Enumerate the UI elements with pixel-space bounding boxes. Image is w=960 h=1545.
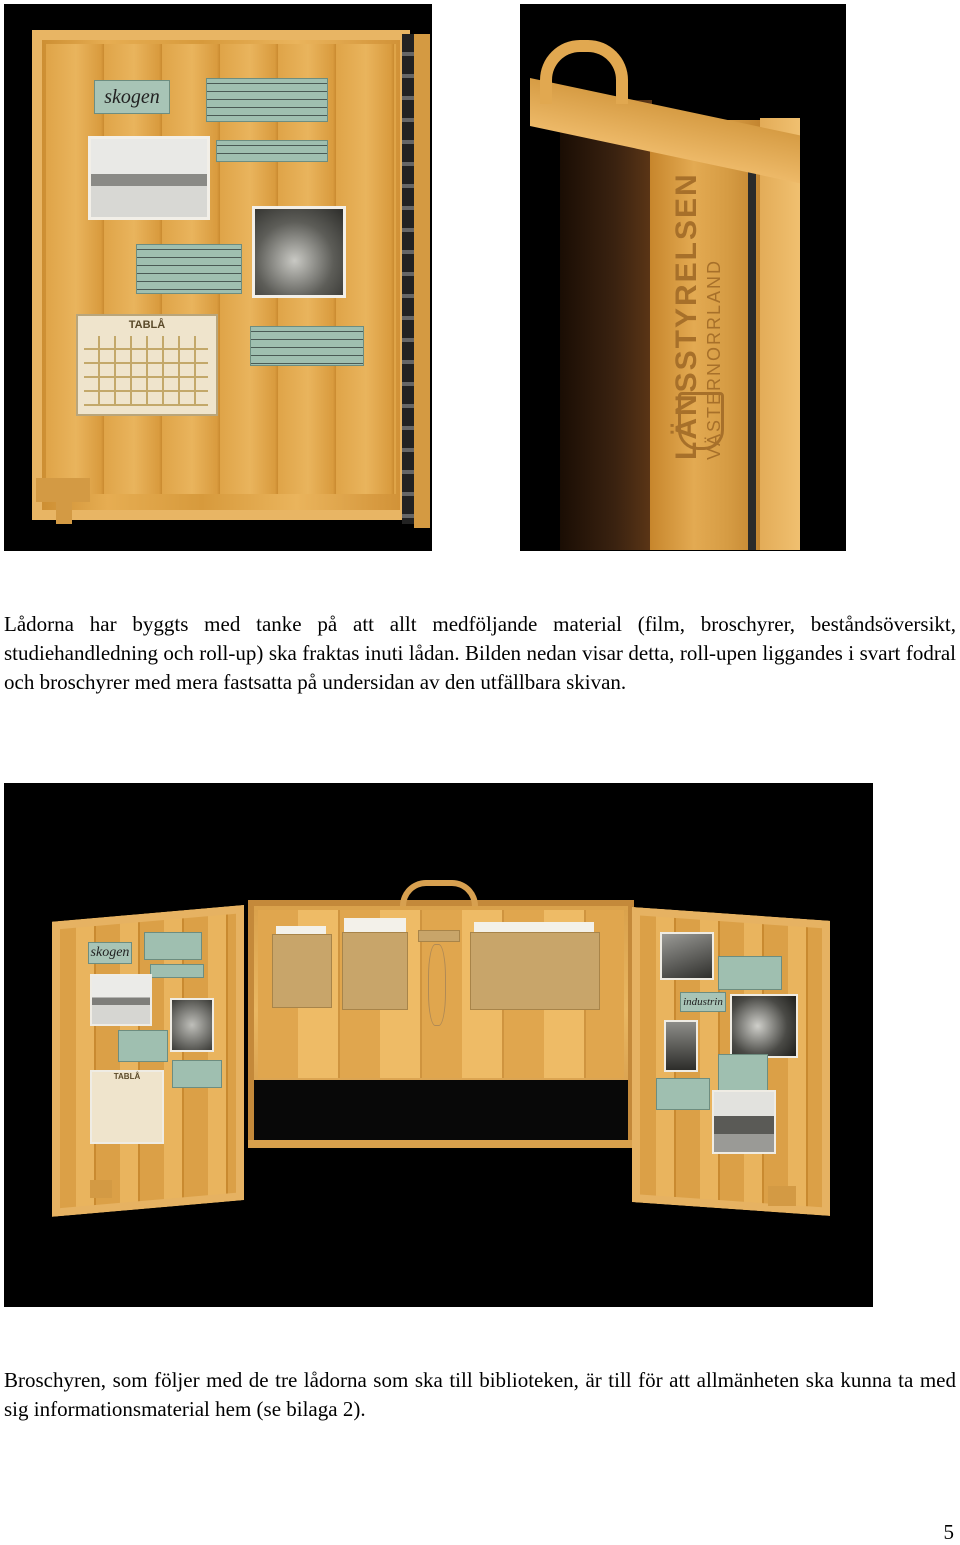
lid-foot (56, 500, 72, 524)
tabla-grid (84, 336, 208, 406)
info-note (656, 1078, 710, 1110)
tag-industrin: industrin (680, 992, 726, 1012)
brochure-pocket (470, 932, 600, 1010)
historic-photo (712, 1090, 776, 1154)
center-shelf (248, 1140, 634, 1148)
lid-side-board (414, 34, 430, 528)
historic-photo (170, 998, 214, 1052)
brochure-pocket (272, 934, 332, 1008)
info-note (216, 140, 328, 162)
historic-photo (730, 994, 798, 1058)
historic-photo (660, 932, 714, 980)
wire-hook (428, 944, 446, 1026)
info-note (172, 1060, 222, 1088)
crest-icon (678, 392, 724, 450)
box-handle (400, 880, 478, 906)
door-foot (90, 1180, 112, 1198)
lid-hinge (402, 34, 414, 524)
info-note (136, 244, 242, 294)
historic-photo (88, 136, 210, 220)
lid-foot (36, 478, 90, 502)
historic-photo (252, 206, 346, 298)
tabla-chart (76, 314, 218, 416)
info-note (144, 932, 202, 960)
tag-skogen: skogen (88, 942, 132, 964)
info-note (150, 964, 204, 978)
info-note (206, 78, 328, 122)
tabla-title: TABLÅ (113, 1072, 141, 1081)
tabla-chart (90, 1070, 164, 1144)
historic-photo (90, 974, 152, 1026)
door-foot (768, 1186, 796, 1206)
brochure-pocket (342, 932, 408, 1010)
tag-skogen: skogen (94, 80, 170, 114)
engraving-line2: VÄSTERNORRLAND (704, 258, 724, 460)
tabla-title: TABLÅ (128, 319, 166, 331)
info-note (118, 1030, 168, 1062)
info-note (250, 326, 364, 366)
info-note (718, 1054, 768, 1092)
box-back-side (560, 100, 652, 550)
info-note (718, 956, 782, 990)
historic-photo (664, 1020, 698, 1072)
paragraph-2: Broschyren, som följer med de tre lådorna som ska till biblioteken, är till för att allmänheten ska kunna ta med sig informationsmaterial hem (se bilaga 2). (4, 1368, 956, 1421)
page-number: 5 (943, 1520, 954, 1544)
box-side-edge (760, 118, 800, 550)
box-handle (540, 40, 628, 104)
rollup-black-case (254, 1080, 628, 1140)
paragraph-1: Lådorna har byggts med tanke på att allt medföljande material (film, broschyrer, beståndsöversikt, studiehandledning och roll-up) ska fraktas inuti lådan. Bilden nedan visar detta, roll-upen liggandes i svart fodral och broschyrer med mera fastsatta på undersidan av den utfällbara skivan. (4, 612, 956, 694)
clip-bar (418, 930, 460, 942)
engraving-line1: LÄNSSTYRELSEN (670, 172, 703, 460)
